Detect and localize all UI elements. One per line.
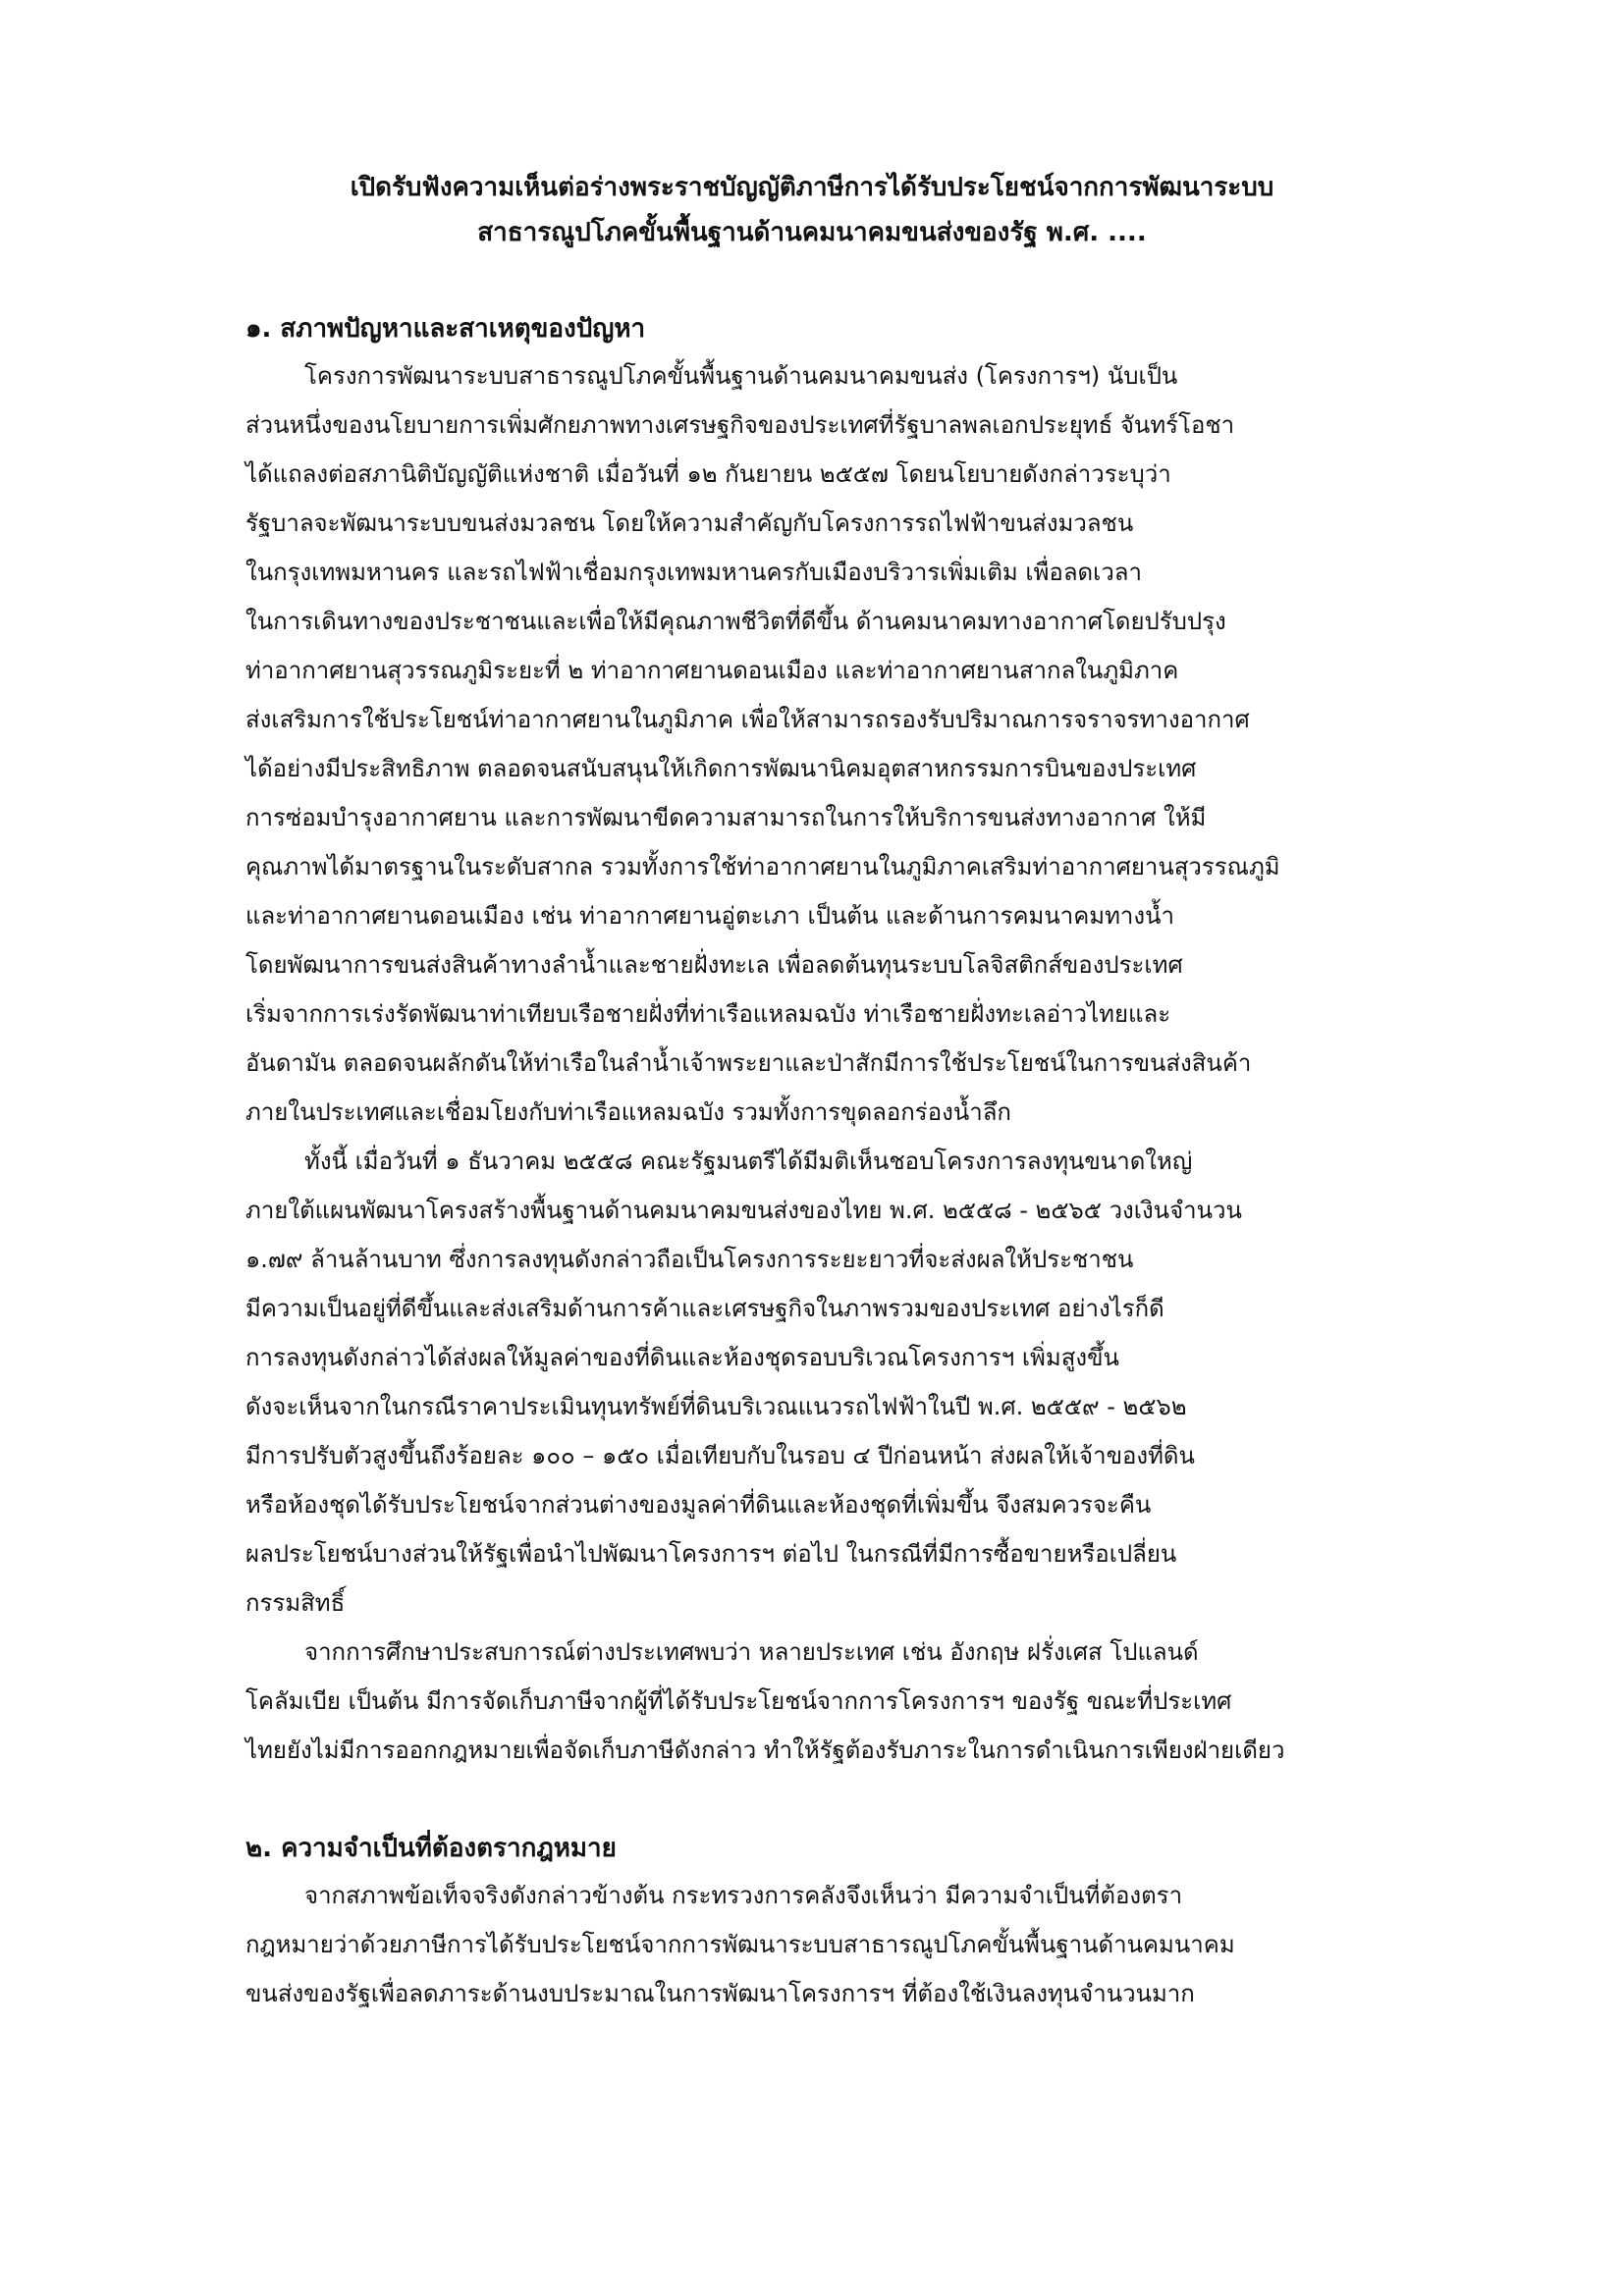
text-line: โดยพัฒนาการขนส่งสินค้าทางลำน้ำและชายฝั่งทะเล เพื่อลดต้นทุนระบบโลจิสติกส์ของประเทศ — [245, 951, 1183, 979]
text-line: จากการศึกษาประสบการณ์ต่างประเทศพบว่า หลายประเทศ เช่น อังกฤษ ฝรั่งเศส โปแลนด์ — [304, 1638, 1199, 1666]
text-line: การซ่อมบำรุงอากาศยาน และการพัฒนาขีดความสามารถในการให้บริการขนส่งทางอากาศ ให้มี — [245, 804, 1207, 831]
text-line: มีการปรับตัวสูงขึ้นถึงร้อยละ ๑๐๐ – ๑๕๐ เมื่อเทียบกับในรอบ ๔ ปีก่อนหน้า ส่งผลให้เจ้าของที่ดิน — [245, 1442, 1195, 1469]
text-line: กฎหมายว่าด้วยภาษีการได้รับประโยชน์จากการพัฒนาระบบสาธารณูปโภคขั้นพื้นฐานด้านคมนาคม — [245, 1931, 1235, 1958]
text-line: การลงทุนดังกล่าวได้ส่งผลให้มูลค่าของที่ดินและห้องชุดรอบบริเวณโครงการฯ เพิ่มสูงขึ้น — [245, 1344, 1119, 1371]
text-line: และท่าอากาศยานดอนเมือง เช่น ท่าอากาศยานอู่ตะเภา เป็นต้น และด้านการคมนาคมทางน้ำ — [245, 902, 1174, 930]
text-line: จากสภาพข้อเท็จจริงดังกล่าวข้างต้น กระทรวงการคลังจึงเห็นว่า มีความจำเป็นที่ต้องตรา — [304, 1882, 1183, 1909]
text-line: ในการเดินทางของประชาชนและเพื่อให้มีคุณภาพชีวิตที่ดีขึ้น ด้านคมนาคมทางอากาศโดยปรับปรุง — [245, 608, 1226, 635]
text-line: ขนส่งของรัฐเพื่อลดภาระด้านงบประมาณในการพัฒนาโครงการฯ ที่ต้องใช้เงินลงทุนจำนวนมาก — [245, 1980, 1195, 2007]
text-line: อันดามัน ตลอดจนผลักดันให้ท่าเรือในลำน้ำเจ้าพระยาและป่าสักมีการใช้ประโยชน์ในการขนส่งสินค้า — [245, 1049, 1252, 1077]
text-line: ภายในประเทศและเชื่อมโยงกับท่าเรือแหลมฉบัง รวมทั้งการขุดลอกร่องน้ำลึก — [245, 1098, 1011, 1126]
text-line: ทั้งนี้ เมื่อวันที่ ๑ ธันวาคม ๒๕๕๘ คณะรัฐมนตรีได้มีมติเห็นชอบโครงการลงทุนขนาดใหญ่ — [304, 1148, 1193, 1175]
text-line: ส่วนหนึ่งของนโยบายการเพิ่มศักยภาพทางเศรษฐกิจของประเทศที่รัฐบาลพลเอกประยุทธ์ จันทร์โอชา — [245, 411, 1235, 439]
text-line: เริ่มจากการเร่งรัดพัฒนาท่าเทียบเรือชายฝั่งที่ท่าเรือแหลมฉบัง ท่าเรือชายฝั่งทะเลอ่าวไทยและ — [245, 1000, 1171, 1028]
text-line: ผลประโยชน์บางส่วนให้รัฐเพื่อนำไปพัฒนาโครงการฯ ต่อไป ในกรณีที่มีการซื้อขายหรือเปลี่ยน — [245, 1540, 1177, 1568]
section-2-paragraph-1 — [245, 1871, 1379, 2018]
text-line: ส่งเสริมการใช้ประโยชน์ท่าอากาศยานในภูมิภาค เพื่อให้สามารถรองรับปริมาณการจราจรทางอากาศ — [245, 706, 1250, 733]
document-title — [245, 165, 1379, 255]
text-line: ไทยยังไม่มีการออกกฎหมายเพื่อจัดเก็บภาษีดังกล่าว ทำให้รัฐต้องรับภาระในการดำเนินการเพียงฝ่ายเดียว — [245, 1736, 1285, 1764]
text-line: โคลัมเบีย เป็นต้น มีการจัดเก็บภาษีจากผู้ที่ได้รับประโยชน์จากการโครงการฯ ของรัฐ ขณะที่ประเทศ — [245, 1687, 1232, 1715]
text-line: ท่าอากาศยานสุวรรณภูมิระยะที่ ๒ ท่าอากาศยานดอนเมือง และท่าอากาศยานสากลในภูมิภาค — [245, 657, 1179, 684]
title-line-2: สาธารณูปโภคขั้นพื้นฐานด้านคมนาคมขนส่งของรัฐ พ.ศ. .... — [477, 218, 1147, 247]
section-1-paragraph-1 — [245, 351, 1379, 1137]
text-line: ๑.๗๙ ล้านล้านบาท ซึ่งการลงทุนดังกล่าวถือเป็นโครงการระยะยาวที่จะส่งผลให้ประชาชน — [245, 1246, 1134, 1273]
title-line-1: เปิดรับฟังความเห็นต่อร่างพระราชบัญญัติภาษีการได้รับประโยชน์จากการพัฒนาระบบ — [350, 173, 1274, 202]
text-line: คุณภาพได้มาตรฐานในระดับสากล รวมทั้งการใช้ท่าอากาศยานในภูมิภาคเสริมท่าอากาศยานสุวรรณภูมิ — [245, 853, 1280, 881]
text-line: ได้แถลงต่อสภานิติบัญญัติแห่งชาติ เมื่อวันที่ ๑๒ กันยายน ๒๕๕๗ โดยนโยบายดังกล่าวระบุว่า — [245, 460, 1171, 488]
section-2-heading: ๒. ความจำเป็นที่ต้องตรากฎหมาย — [245, 1834, 617, 1863]
text-line: หรือห้องชุดได้รับประโยชน์จากส่วนต่างของมูลค่าที่ดินและห้องชุดที่เพิ่มขึ้น จึงสมควรจะคืน — [245, 1491, 1152, 1519]
section-1-heading: ๑. สภาพปัญหาและสาเหตุของปัญหา — [245, 314, 646, 344]
text-line: กรรมสิทธิ์ — [245, 1589, 346, 1617]
text-line: ได้อย่างมีประสิทธิภาพ ตลอดจนสนับสนุนให้เกิดการพัฒนานิคมอุตสาหกรรมการบินของประเทศ — [245, 755, 1197, 782]
section-1-paragraph-3 — [245, 1628, 1379, 1775]
text-line: มีความเป็นอยู่ที่ดีขึ้นและส่งเสริมด้านการค้าและเศรษฐกิจในภาพรวมของประเทศ อย่างไรก็ดี — [245, 1295, 1164, 1322]
section-1-paragraph-2 — [245, 1137, 1379, 1628]
text-line: โครงการพัฒนาระบบสาธารณูปโภคขั้นพื้นฐานด้านคมนาคมขนส่ง (โครงการฯ) นับเป็น — [304, 362, 1178, 390]
text-line: ดังจะเห็นจากในกรณีราคาประเมินทุนทรัพย์ที่ดินบริเวณแนวรถไฟฟ้าในปี พ.ศ. ๒๕๕๙ - ๒๕๖๒ — [245, 1393, 1187, 1420]
text-line: ในกรุงเทพมหานคร และรถไฟฟ้าเชื่อมกรุงเทพมหานครกับเมืองบริวารเพิ่มเติม เพื่อลดเวลา — [245, 559, 1142, 586]
text-line: รัฐบาลจะพัฒนาระบบขนส่งมวลชน โดยให้ความสำคัญกับโครงการรถไฟฟ้าขนส่งมวลชน — [245, 509, 1134, 537]
text-line: ภายใต้แผนพัฒนาโครงสร้างพื้นฐานด้านคมนาคมขนส่งของไทย พ.ศ. ๒๕๕๘ - ๒๕๖๕ วงเงินจำนวน — [245, 1197, 1242, 1224]
